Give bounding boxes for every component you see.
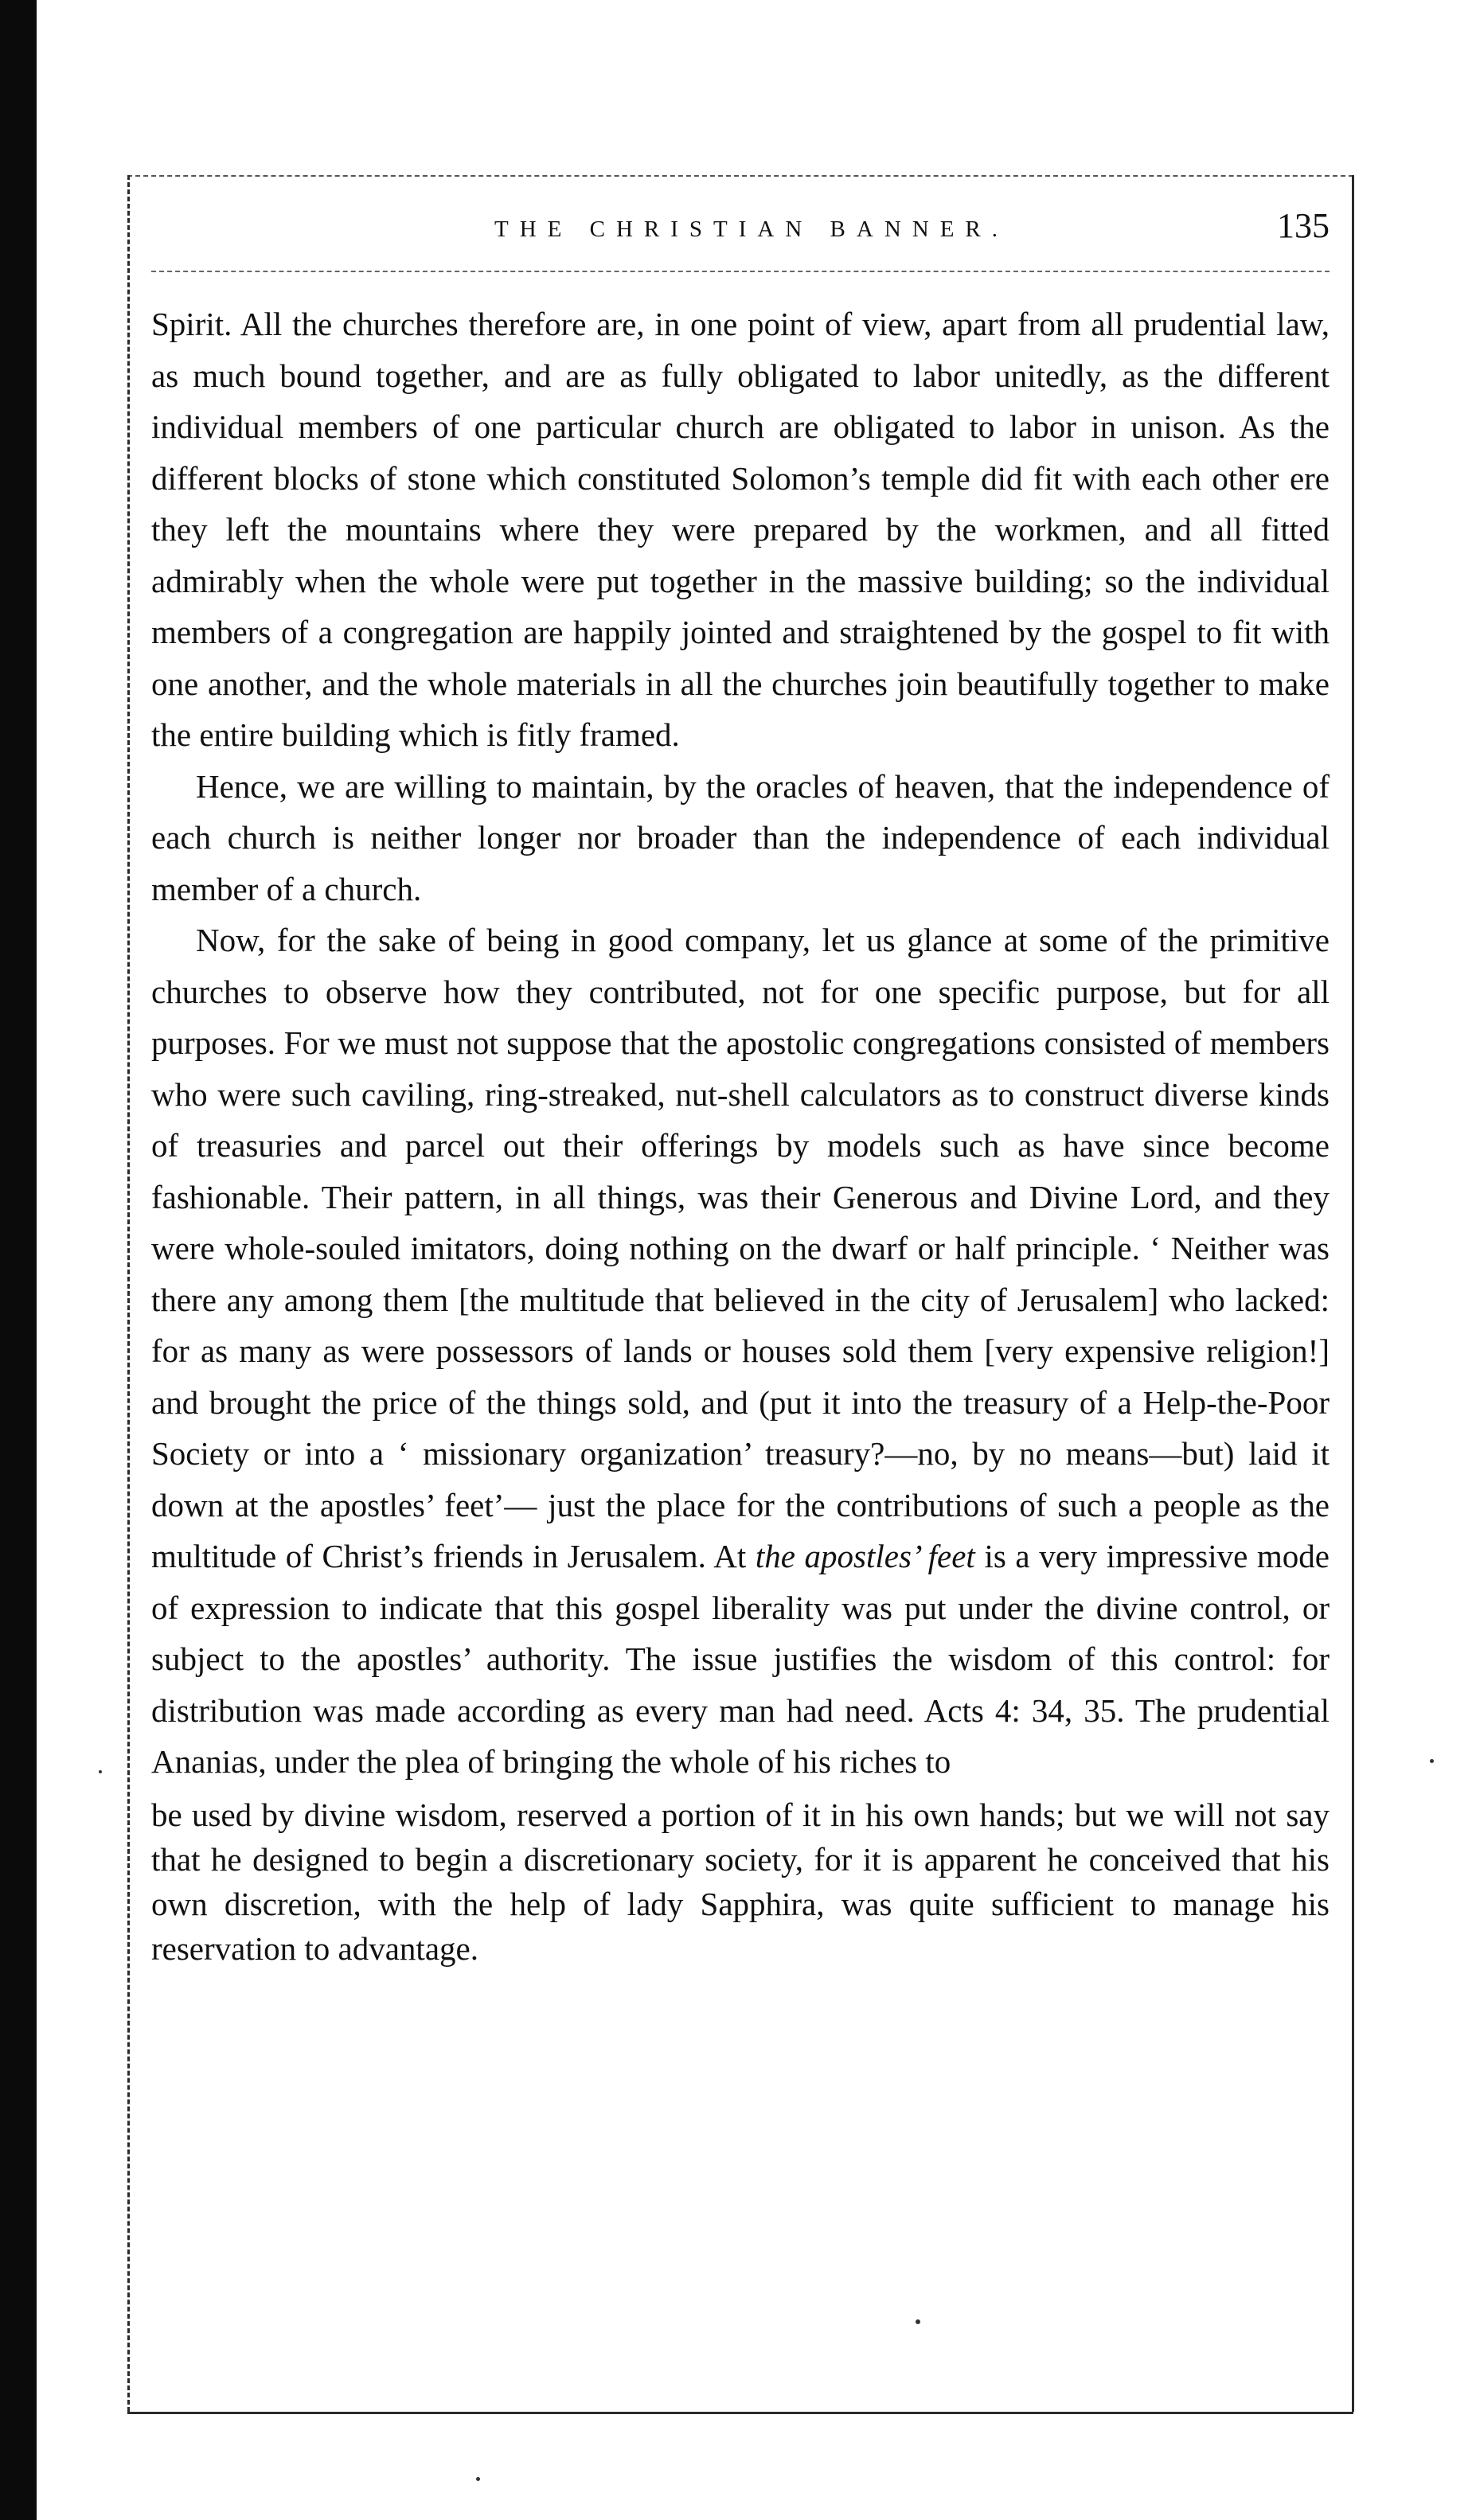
frame-left-rule bbox=[127, 175, 130, 2412]
speck bbox=[1430, 1759, 1434, 1763]
speck bbox=[916, 2319, 920, 2324]
speck bbox=[99, 1770, 102, 1773]
binding-edge bbox=[0, 0, 37, 2520]
frame-bottom-rule bbox=[127, 2412, 1353, 2414]
speck bbox=[476, 2477, 480, 2481]
paragraph-3-italic: the apostles’ feet bbox=[755, 1538, 975, 1574]
running-title: THE CHRISTIAN BANNER. bbox=[494, 217, 1009, 242]
paragraph-1: Spirit. All the churches therefore are, in one point of view, apart from all prudential law, as much bound together, and are as fully obligated to labor unitedly, as the different individual members of one particular church are obligated to labor in unison. As the different blocks of stone which constituted Solomon’s temple did fit with each other ere they left the mountains where they were prepared by the workmen, and all fitted admirably when the whole were put together in the massive building; so the individual members of a congregation are happily jointed and straightened by the gospel to fit with one another, and the whole materials in all the churches join beautifully together to make the entire building which is fitly framed. bbox=[151, 306, 1330, 753]
frame-right-rule bbox=[1352, 175, 1354, 2412]
header-rule bbox=[151, 271, 1330, 272]
paragraph-2: Hence, we are willing to maintain, by the oracles of heaven, that the independence of each church is neither longer nor broader than the independence of each individual member of a church. bbox=[151, 767, 1330, 907]
page-number: 135 bbox=[1277, 206, 1330, 245]
paragraph-3-part-b: is a very impressive mode of expression to indicate that this gospel liberality was put under the divine control, or subject to the apostles’ authority. The issue justifies the wisdom of this control: for distribution was made according as every man had need. Acts 4: 34, 35. The prudential Ananias, under the plea of bringing the whole of his riches to bbox=[151, 1538, 1330, 1780]
running-head bbox=[151, 205, 1330, 256]
body-text bbox=[151, 298, 1330, 1971]
frame-top-rule bbox=[127, 175, 1353, 177]
paragraph-4: be used by divine wisdom, reserved a portion of it in his own hands; but we will not say that he designed to begin a discretionary society, for it is apparent he conceived that his own discretion, with the help of lady Sapphira, was quite sufficient to manage his reservation to advantage. bbox=[151, 1796, 1330, 1967]
paragraph-3-part-a: Now, for the sake of being in good company, let us glance at some of the primitive churches to observe how they contributed, not for one specific purpose, but for all purposes. For we must not suppose that the apostolic congregations consisted of members who were such caviling, ring-streaked, nut-shell calculators as to construct diverse kinds of treasuries and parcel out their offerings by models such as have since become fashionable. Their pattern, in all things, was their Generous and Divine Lord, and they were whole-souled imitators, doing nothing on the dwarf or half principle. ‘ Neither was there any among them [the multitude that believed in the city of Jerusalem] who lacked: for as many as were possessors of lands or houses sold them [very expensive religion!] and brought the price of the things sold, and (put it into the treasury of a Help-the-Poor Society or into a ‘ missionary organization’ treasury?—no, by no means—but) laid it down at the apostles’ feet’— just the place for the contributions of such a people as the multitude of Christ’s friends in Jerusalem. At bbox=[151, 922, 1330, 1574]
paragraph-3 bbox=[151, 915, 1330, 1788]
